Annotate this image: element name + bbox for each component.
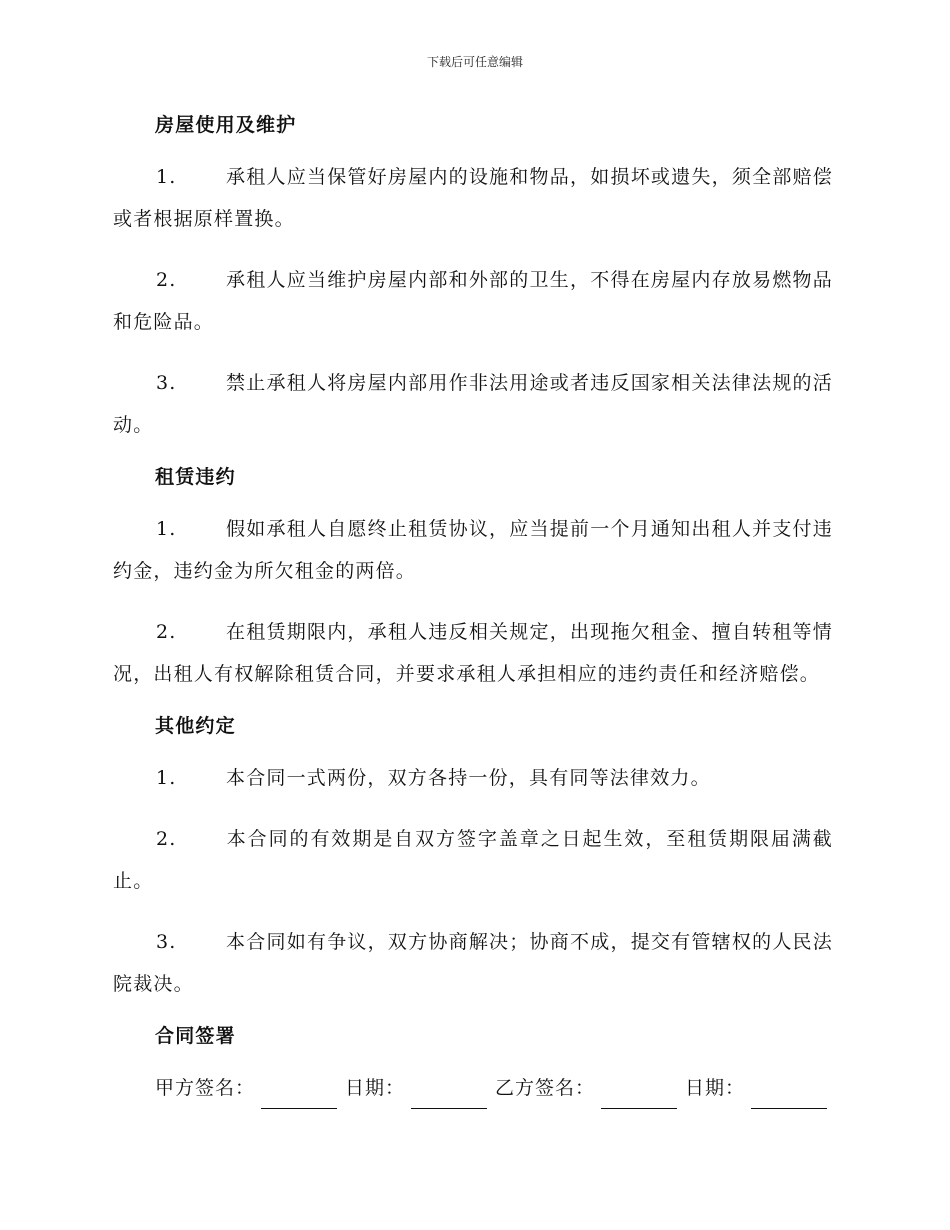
clause-item xyxy=(113,362,833,446)
clause-text: 本合同一式两份，双方各持一份，具有同等法律效力。 xyxy=(226,767,711,789)
clause-text: 承租人应当维护房屋内部和外部的卫生，不得在房屋内存放易燃物品和危险品。 xyxy=(113,269,833,333)
signature-row xyxy=(113,1067,833,1109)
clause-text: 承租人应当保管好房屋内的设施和物品，如损坏或遗失，须全部赔偿或者根据原样置换。 xyxy=(113,166,833,230)
clause-item xyxy=(113,156,833,240)
clause-number: 2. xyxy=(156,621,177,643)
clause-text: 本合同的有效期是自双方签字盖章之日起生效，至租赁期限届满截止。 xyxy=(113,828,833,892)
signature-heading: 合同签署 xyxy=(155,1025,236,1047)
clause-item xyxy=(113,611,833,695)
section-heading: 租赁违约 xyxy=(155,466,236,488)
clause-number: 3. xyxy=(156,372,177,394)
clause-item xyxy=(113,818,833,902)
clause-item xyxy=(113,757,833,799)
date-b-field[interactable] xyxy=(751,1080,827,1109)
document-body xyxy=(113,104,833,1109)
clause-number: 1. xyxy=(156,767,177,789)
clause-text: 禁止承租人将房屋内部用作非法用途或者违反国家相关法律法规的活动。 xyxy=(113,372,833,436)
party-b-label: 乙方签名： xyxy=(495,1077,596,1099)
clause-text: 假如承租人自愿终止租赁协议，应当提前一个月通知出租人并支付违约金，违约金为所欠租金的两倍。 xyxy=(113,518,833,582)
clause-item xyxy=(113,508,833,592)
date-b-label: 日期： xyxy=(685,1077,746,1099)
clause-number: 1. xyxy=(156,166,177,188)
clause-number: 1. xyxy=(156,518,177,540)
clause-number: 2. xyxy=(156,269,177,291)
clause-text: 在租赁期限内，承租人违反相关规定，出现拖欠租金、擅自转租等情况，出租人有权解除租赁合同，并要求承租人承担相应的违约责任和经济赔偿。 xyxy=(113,621,833,685)
clause-item xyxy=(113,259,833,343)
party-b-signature-field[interactable] xyxy=(601,1080,677,1109)
section-heading: 房屋使用及维护 xyxy=(155,114,297,136)
party-a-label: 甲方签名： xyxy=(155,1077,256,1099)
clause-item xyxy=(113,921,833,1005)
date-a-field[interactable] xyxy=(411,1080,487,1109)
date-a-label: 日期： xyxy=(345,1077,406,1099)
clause-number: 2. xyxy=(156,828,177,850)
header-note: 下载后可任意编辑 xyxy=(426,55,523,69)
clause-text: 本合同如有争议，双方协商解决；协商不成，提交有管辖权的人民法院裁决。 xyxy=(113,931,833,995)
section-heading: 其他约定 xyxy=(155,715,236,737)
clause-number: 3. xyxy=(156,931,177,953)
party-a-signature-field[interactable] xyxy=(261,1080,337,1109)
